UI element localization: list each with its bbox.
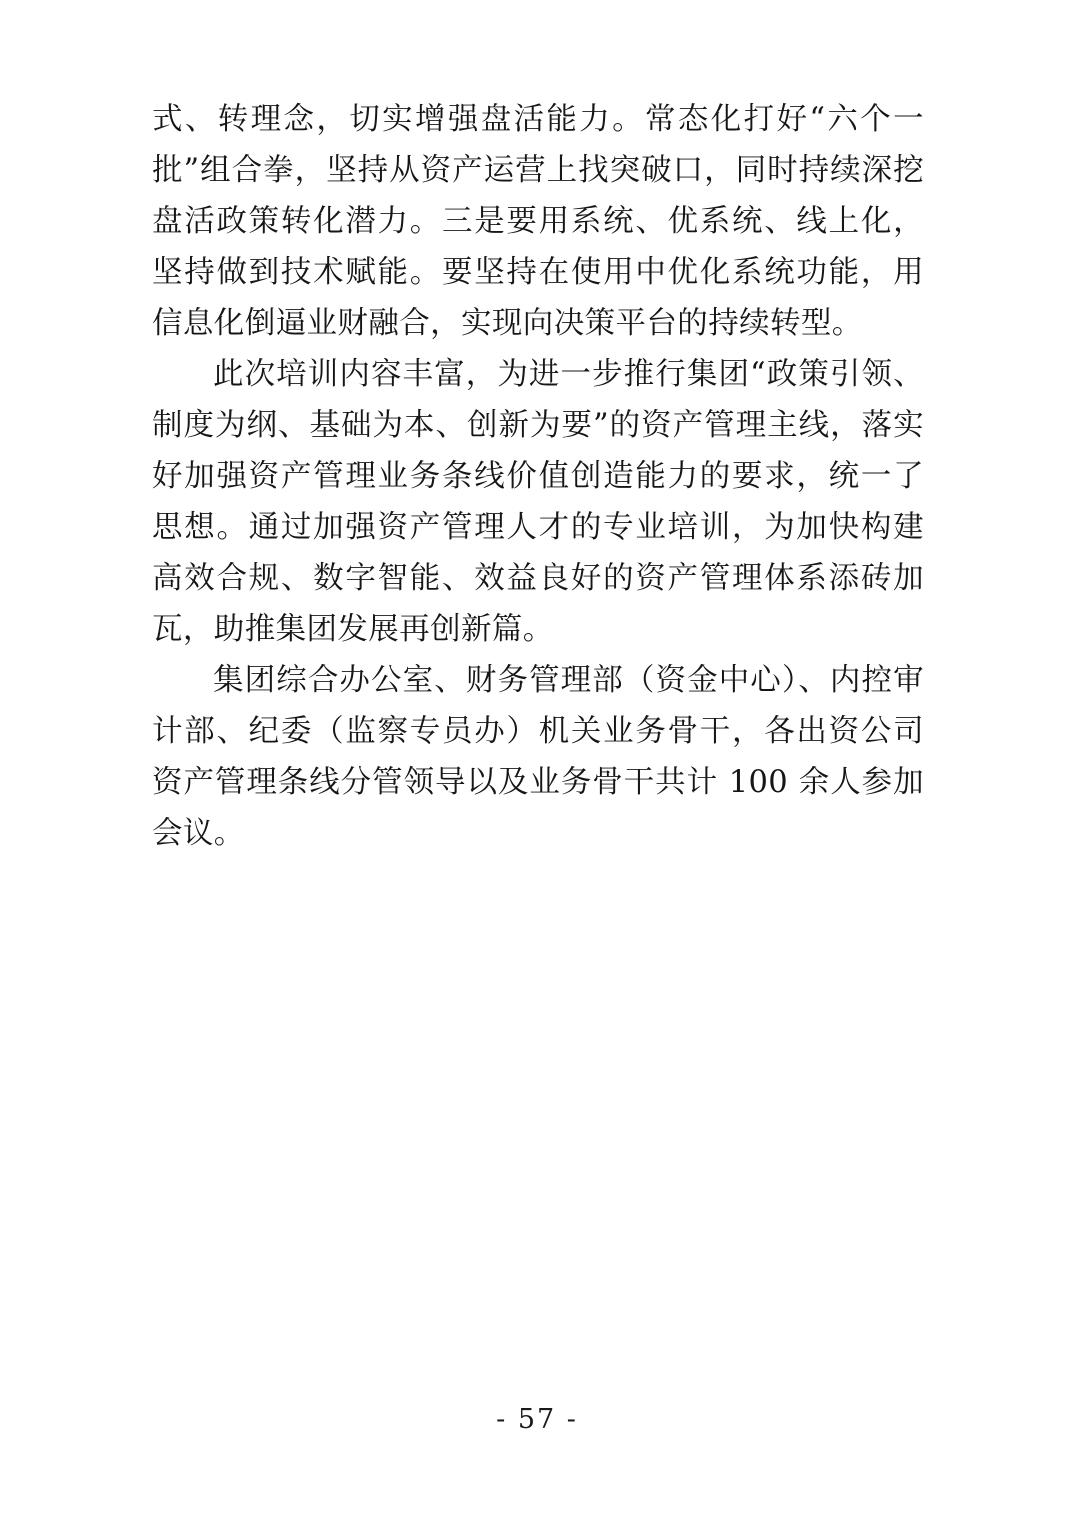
paragraph-attendees: 集团综合办公室、财务管理部（资金中心）、内控审计部、纪委（监察专员办）机关业务骨干，各出资公司资产管理条线分管领导以及业务骨干共计 100 余人参加会议。 <box>152 663 924 851</box>
paragraph-continued-policy: 式、转理念，切实增强盘活能力。常态化打好“六个一批”组合拳，坚持从资产运营上找突破口，同时持续深挖盘活政策转化潜力。三是要用系统、优系统、线上化，坚持做到技术赋能。要坚持在使用中优化系统功能，用信息化倒逼业财融合，实现向决策平台的持续转型。 <box>152 102 924 341</box>
paragraph-training-summary: 此次培训内容丰富，为进一步推行集团“政策引领、制度为纲、基础为本、创新为要”的资产管理主线，落实好加强资产管理业务条线价值创造能力的要求，统一了思想。通过加强资产管理人才的专业培训，为加快构建高效合规、数字智能、效益良好的资产管理体系添砖加瓦，助推集团发展再创新篇。 <box>152 357 924 647</box>
document-body <box>152 94 924 859</box>
page-number: - 57 - <box>496 1404 578 1435</box>
